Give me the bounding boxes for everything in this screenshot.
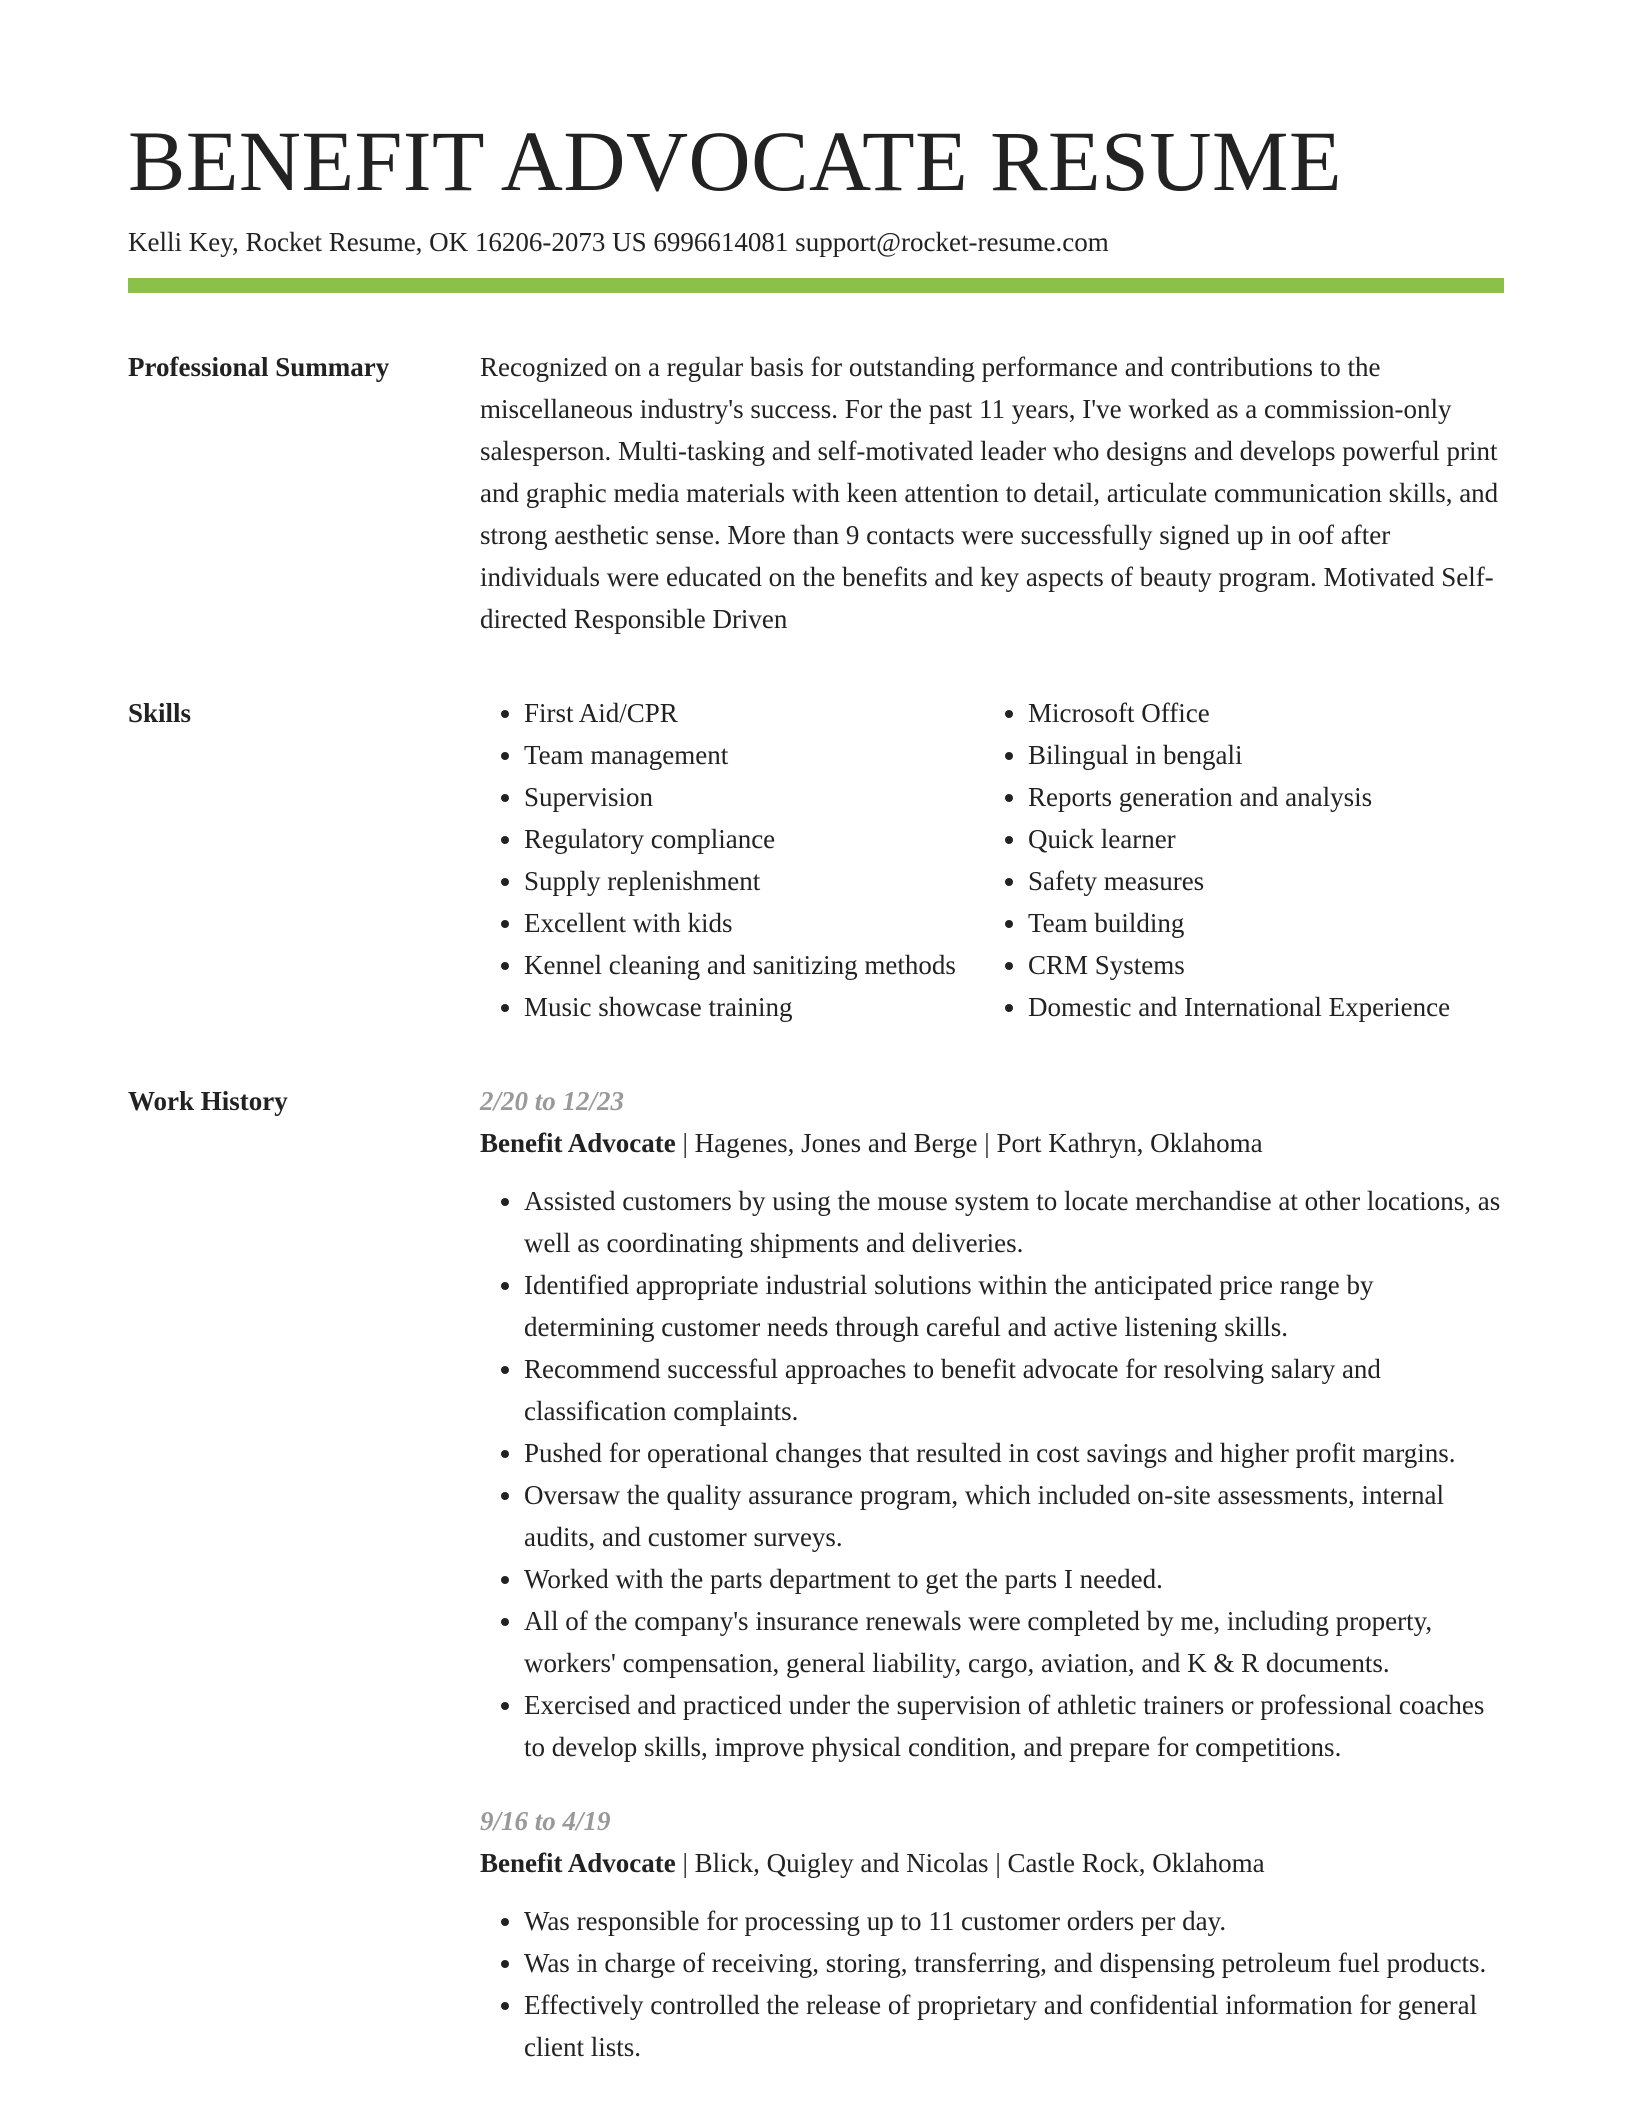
job-role-line [480, 1842, 1504, 1884]
job-duty: • Was in charge of receiving, storing, transferring, and dispensing petroleum fuel products. [524, 1942, 1504, 1984]
job-duty: • All of the company's insurance renewals were completed by me, including property, workers' compensation, general liability, cargo, aviation, and K & R documents. [524, 1600, 1504, 1684]
job-entry [480, 1080, 1504, 1768]
skill-item: • Kennel cleaning and sanitizing methods [524, 944, 984, 986]
work-history-section [128, 1080, 1504, 2068]
summary-content [480, 346, 1504, 640]
job-dates: 2/20 to 12/23 [480, 1086, 625, 1117]
skill-item: • Supervision [524, 776, 984, 818]
resume-title: BENEFIT ADVOCATE RESUME [128, 113, 1342, 209]
skill-item: • Supply replenishment [524, 860, 984, 902]
job-duty: • Assisted customers by using the mouse system to locate merchandise at other locations, as well as coordinating shipments and deliveries. [524, 1180, 1504, 1264]
job-dates: 9/16 to 4/19 [480, 1806, 611, 1837]
skill-item: • Team building [1028, 902, 1450, 944]
job-title: Benefit Advocate [480, 1128, 676, 1159]
skill-item: • Reports generation and analysis [1028, 776, 1450, 818]
skills-content [480, 692, 1504, 1028]
skills-section [128, 692, 1504, 1028]
summary-heading: Professional Summary [128, 352, 390, 383]
skill-item: • Team management [524, 734, 984, 776]
skill-item: • Quick learner [1028, 818, 1450, 860]
job-title: Benefit Advocate [480, 1848, 676, 1879]
job-duty: • Pushed for operational changes that resulted in cost savings and higher profit margins. [524, 1432, 1504, 1474]
skill-item: • Domestic and International Experience [1028, 986, 1450, 1028]
skill-item: • Safety measures [1028, 860, 1450, 902]
work-history-content [480, 1080, 1504, 2068]
skill-item: • Microsoft Office [1028, 692, 1450, 734]
skill-item: • Excellent with kids [524, 902, 984, 944]
skill-item: • Regulatory compliance [524, 818, 984, 860]
job-duty: • Identified appropriate industrial solutions within the anticipated price range by determining customer needs through careful and active listening skills. [524, 1264, 1504, 1348]
job-employer-location: | Hagenes, Jones and Berge | Port Kathryn, Oklahoma [675, 1128, 1263, 1159]
summary-section [128, 346, 1504, 640]
job-duty: • Exercised and practiced under the supervision of athletic trainers or professional coaches to develop skills, improve physical condition, and prepare for competitions. [524, 1684, 1504, 1768]
work-history-heading: Work History [128, 1086, 288, 1117]
job-duty: • Was responsible for processing up to 11 customer orders per day. [524, 1900, 1504, 1942]
contact-line: Kelli Key, Rocket Resume, OK 16206-2073 US 6996614081 support@rocket-resume.com [128, 227, 1109, 257]
job-role-line [480, 1122, 1504, 1164]
accent-divider [128, 278, 1504, 293]
job-duty: • Effectively controlled the release of proprietary and confidential information for general client lists. [524, 1984, 1504, 2068]
skills-heading: Skills [128, 698, 192, 729]
job-duty: • Recommend successful approaches to benefit advocate for resolving salary and classification complaints. [524, 1348, 1504, 1432]
job-duty: • Worked with the parts department to get the parts I needed. [524, 1558, 1504, 1600]
skill-item: • CRM Systems [1028, 944, 1450, 986]
summary-text: Recognized on a regular basis for outstanding performance and contributions to the miscellaneous industry's success. For the past 11 years, I've worked as a commission-only salesperson. Multi-tasking and self-motivated leader who designs and develops powerful print and graphic media materials with keen attention to detail, articulate communication skills, and strong aesthetic sense. More than 9 contacts were successfully signed up in oof after individuals were educated on the benefits and key aspects of beauty program. Motivated Self-directed Responsible Driven [480, 352, 1499, 635]
skills-list-right [984, 692, 1450, 1028]
skill-item: • First Aid/CPR [524, 692, 984, 734]
job-entry [480, 1800, 1504, 2068]
job-employer-location: | Blick, Quigley and Nicolas | Castle Rock, Oklahoma [675, 1848, 1265, 1879]
job-duties-list [480, 1180, 1504, 1768]
job-duty: • Oversaw the quality assurance program, which included on-site assessments, internal audits, and customer surveys. [524, 1474, 1504, 1558]
skills-list-left [480, 692, 984, 1028]
skill-item: • Music showcase training [524, 986, 984, 1028]
job-duties-list [480, 1900, 1504, 2068]
skill-item: • Bilingual in bengali [1028, 734, 1450, 776]
